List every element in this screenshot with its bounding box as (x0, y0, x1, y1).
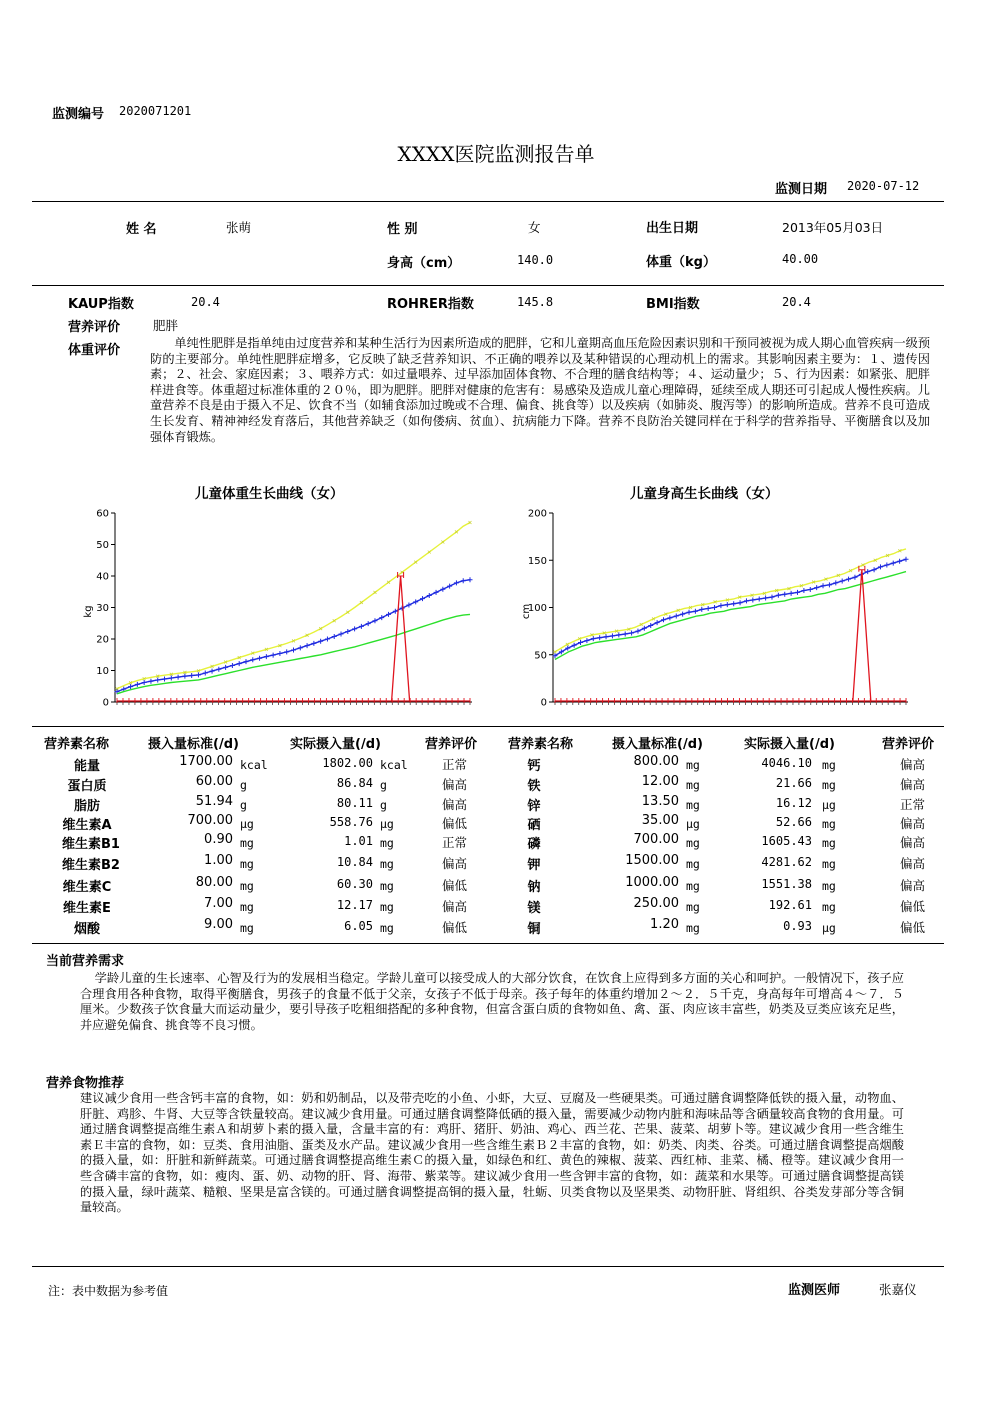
median-point (731, 601, 736, 606)
nutrient-name: 铜 (527, 922, 541, 937)
info-divider (32, 285, 944, 286)
nutrient-standard-unit: g (240, 798, 247, 812)
nutrient-standard: 9.00 (204, 917, 233, 932)
nutrient-name: 维生素C (62, 880, 112, 895)
nutrition-value: 肥胖 (153, 318, 179, 333)
nutrient-standard-unit: mg (686, 836, 700, 850)
nutrient-name: 维生素E (63, 901, 111, 916)
nutrient-standard: 1.00 (204, 853, 233, 868)
report-title: XXXX医院监测报告单 (397, 142, 595, 166)
median-point (738, 600, 743, 605)
median-point (176, 675, 181, 680)
median-point (744, 598, 749, 603)
height-growth-chart (520, 502, 920, 720)
col-header-standard: 摄入量标准(/d) (148, 737, 239, 752)
median-point (763, 596, 768, 601)
current-measurement-marker (392, 576, 410, 701)
monitor-no: 2020071201 (119, 104, 192, 118)
nutrient-actual: 4281.62 (761, 855, 812, 869)
median-point (196, 672, 201, 677)
bmi-label: BMI指数 (646, 297, 700, 312)
date-value: 2020-07-12 (847, 179, 920, 193)
median-point (311, 641, 316, 646)
nutrient-actual: 1605.43 (761, 834, 812, 848)
nutrient-evaluation: 偏低 (900, 899, 926, 914)
median-point (454, 580, 459, 585)
nutrient-evaluation: 偏高 (900, 878, 926, 893)
weight-value: 40.00 (782, 252, 819, 266)
nutrient-name: 维生素A (62, 818, 112, 833)
median-point (189, 673, 194, 678)
median-point (840, 579, 845, 584)
lower-curve (117, 614, 470, 693)
median-point (468, 577, 473, 582)
median-point (884, 562, 889, 567)
median-point (332, 634, 337, 639)
nutrient-standard: 80.00 (195, 875, 233, 890)
nutrient-actual: 80.11 (336, 796, 373, 810)
median-point (447, 584, 452, 589)
median-point (635, 629, 640, 634)
y-axis-label: cm (521, 603, 532, 620)
median-point (661, 617, 666, 622)
nutrient-actual-unit: kcal (380, 758, 408, 772)
col-header-actual: 实际摄入量(/d) (290, 737, 381, 752)
nutrient-actual: 10.84 (336, 855, 373, 869)
name-label: 姓 名 (126, 222, 157, 237)
y-tick-label: 150 (527, 555, 547, 567)
nutrient-name: 烟酸 (73, 922, 100, 937)
nutrient-actual: 192.61 (768, 898, 812, 912)
y-tick-label: 40 (96, 571, 109, 583)
rohrer-label: ROHRER指数 (387, 297, 474, 312)
nutrient-actual: 12.17 (336, 898, 373, 912)
median-point (680, 612, 685, 617)
median-point (162, 677, 167, 682)
nutrient-name: 钾 (527, 858, 541, 873)
nutrient-actual-unit: mg (380, 921, 394, 935)
nutrient-standard: 51.94 (195, 794, 233, 809)
median-point (872, 567, 877, 572)
monitor-no-label: 监测编号 (52, 107, 105, 122)
median-point (616, 632, 621, 637)
nutrient-standard-unit: mg (240, 921, 254, 935)
nutrient-standard-unit: mg (686, 900, 700, 914)
median-point (610, 633, 615, 638)
nutrient-actual: 1802.00 (322, 756, 373, 770)
nutrient-name: 镁 (527, 901, 541, 916)
nutrient-name: 能量 (73, 759, 100, 774)
y-tick-label: 20 (96, 634, 109, 646)
nutrient-actual-unit: mg (380, 857, 394, 871)
median-point (591, 636, 596, 641)
weight-growth-chart (70, 502, 480, 720)
nutrient-standard: 800.00 (633, 754, 679, 769)
nutrient-standard-unit: mg (240, 857, 254, 871)
median-point (852, 575, 857, 580)
bmi-value: 20.4 (782, 295, 811, 309)
nutrient-standard-unit: mg (686, 857, 700, 871)
nutrient-actual-unit: mg (822, 879, 836, 893)
nutrient-actual-unit: mg (822, 900, 836, 914)
median-point (904, 557, 909, 562)
median-point (795, 590, 800, 595)
nutrient-actual: 4046.10 (761, 756, 812, 770)
y-tick-label: 50 (534, 650, 547, 662)
nutrient-evaluation: 正常 (900, 797, 926, 812)
median-point (257, 656, 262, 661)
nutrient-evaluation: 正常 (442, 757, 468, 772)
median-point (776, 593, 781, 598)
nutrient-actual-unit: μg (380, 817, 394, 831)
nutrient-name: 铁 (527, 779, 541, 794)
median-point (712, 605, 717, 610)
nutrient-evaluation: 偏高 (900, 816, 926, 831)
median-point (243, 659, 248, 664)
nutrient-actual: 21.66 (775, 776, 812, 790)
nutrient-actual-unit: mg (380, 900, 394, 914)
nutrient-evaluation: 偏低 (442, 920, 468, 935)
nutrient-evaluation: 偏高 (442, 899, 468, 914)
nutrient-actual: 6.05 (344, 919, 373, 933)
nutrition-label: 营养评价 (68, 320, 121, 335)
nutrient-standard-unit: mg (240, 879, 254, 893)
height-label: 身高（cm） (387, 256, 461, 271)
nutrient-actual-unit: mg (822, 778, 836, 792)
nutrient-standard: 0.90 (204, 832, 233, 847)
y-axis-label: kg (83, 605, 94, 618)
nutrient-name: 钙 (527, 759, 541, 774)
nutrient-evaluation: 偏低 (442, 878, 468, 893)
nutrient-standard: 1500.00 (625, 853, 679, 868)
weight-eval-label: 体重评价 (68, 343, 121, 358)
median-point (597, 635, 602, 640)
birth-label: 出生日期 (646, 221, 699, 236)
median-point (264, 654, 269, 659)
median-point (305, 643, 310, 648)
current-measurement-marker (853, 570, 871, 701)
y-tick-label: 50 (96, 540, 109, 551)
nutrient-evaluation: 偏高 (442, 777, 468, 792)
table-divider (32, 943, 944, 944)
nutrient-actual: 16.12 (775, 796, 812, 810)
chart-divider (32, 726, 944, 727)
gender-value: 女 (528, 220, 541, 235)
median-point (440, 587, 445, 592)
nutrient-name: 磷 (527, 837, 541, 852)
median-point (210, 669, 215, 674)
nutrient-standard-unit: mg (686, 758, 700, 772)
food-rec-title: 营养食物推荐 (46, 1076, 125, 1091)
median-point (372, 618, 377, 623)
median-point (693, 609, 698, 614)
nutrient-actual-unit: μg (822, 921, 836, 935)
median-point (298, 645, 303, 650)
nutrient-name: 蛋白质 (67, 779, 107, 794)
nutrient-actual: 86.84 (336, 776, 373, 790)
nutrient-actual-unit: mg (822, 817, 836, 831)
median-point (789, 591, 794, 596)
median-point (584, 638, 589, 643)
nutrient-name: 硒 (527, 818, 541, 833)
median-point (897, 559, 902, 564)
median-point (406, 602, 411, 607)
nutrient-standard: 250.00 (633, 896, 679, 911)
median-point (757, 596, 762, 601)
median-point (413, 599, 418, 604)
median-point (345, 629, 350, 634)
footer-divider (32, 1266, 944, 1267)
median-point (155, 677, 160, 682)
doctor-label: 监测医师 (788, 1283, 841, 1298)
height-chart-title: 儿童身高生长曲线（女） (630, 486, 779, 502)
median-point (386, 612, 391, 617)
median-point (142, 680, 147, 685)
median-point (148, 679, 153, 684)
median-point (578, 640, 583, 645)
y-tick-label: 30 (96, 603, 109, 614)
median-point (821, 583, 826, 588)
gender-label: 性 别 (387, 222, 418, 237)
nutrient-actual: 0.93 (783, 919, 812, 933)
nutrient-standard-unit: mg (686, 879, 700, 893)
median-point (128, 684, 133, 689)
birth-value: 2013年05月03日 (782, 220, 884, 235)
nutrient-evaluation: 偏高 (900, 835, 926, 850)
median-point (878, 564, 883, 569)
kaup-value: 20.4 (191, 295, 220, 309)
nutrient-name: 维生素B2 (62, 858, 120, 873)
current-needs-text: 学龄儿童的生长速率、心智及行为的发展相当稳定。学龄儿童可以接受成人的大部分饮食，在饮食上应得到多方面的关心和呵护。一般情况下，孩子应合理食用各种食物，取得平衡膳食，男孩子的食量不低于父亲，女孩子不低于母亲。孩子每年的体重约增加２～２．５千克，身高每年可增高４～７．５厘米。少数孩子饮食量大而运动量少，要引导孩子吃粗细搭配的多种食物，但富含蛋白质的食物如鱼、禽、蛋、肉应该丰富些，奶类及豆类应该充足些，并应避免偏食、挑食等不良习惯。 (80, 971, 904, 1032)
nutrient-standard: 1000.00 (625, 875, 679, 890)
nutrient-standard-unit: g (240, 778, 247, 792)
header-divider (32, 201, 944, 202)
nutrient-actual-unit: mg (822, 857, 836, 871)
median-point (769, 595, 774, 600)
nutrient-standard: 35.00 (641, 813, 679, 828)
median-point (400, 606, 405, 611)
kaup-label: KAUP指数 (68, 297, 134, 312)
median-point (182, 674, 187, 679)
doctor-name: 张嘉仪 (879, 1282, 917, 1297)
median-point (352, 626, 357, 631)
name-value: 张萌 (226, 220, 252, 235)
median-point (250, 657, 255, 662)
nutrient-evaluation: 偏高 (900, 856, 926, 871)
y-tick-label: 60 (96, 508, 109, 520)
median-point (284, 649, 289, 654)
median-point (135, 682, 140, 687)
median-point (604, 634, 609, 639)
median-point (725, 602, 730, 607)
nutrient-actual-unit: μg (822, 798, 836, 812)
median-point (318, 639, 323, 644)
nutrient-actual-unit: mg (822, 758, 836, 772)
col-header-actual-right: 实际摄入量(/d) (744, 737, 835, 752)
y-tick-label: 10 (96, 666, 109, 677)
nutrient-actual-unit: g (380, 798, 387, 812)
nutrient-standard-unit: mg (240, 836, 254, 850)
nutrient-standard-unit: mg (240, 900, 254, 914)
y-tick-label: 100 (527, 603, 547, 614)
col-header-name-right: 营养素名称 (508, 737, 574, 752)
nutrient-standard-unit: mg (686, 921, 700, 935)
nutrient-actual-unit: mg (380, 879, 394, 893)
nutrient-actual: 52.66 (775, 815, 812, 829)
nutrient-name: 脂肪 (73, 799, 100, 814)
nutrient-actual: 60.30 (336, 877, 373, 891)
median-point (623, 631, 628, 636)
weight-label: 体重（kg） (646, 255, 716, 270)
nutrient-actual: 1.01 (344, 834, 373, 848)
nutrient-standard-unit: mg (686, 778, 700, 792)
y-tick-label: 200 (527, 508, 547, 520)
median-point (674, 614, 679, 619)
median-point (814, 585, 819, 590)
median-point (706, 606, 711, 611)
food-rec-text: 建议减少食用一些含钙丰富的食物，如：奶和奶制品，以及带壳吃的小鱼、小虾，大豆、豆腐及一些硬果类。可通过膳食调整降低铁的摄入量，动物血、肝脏、鸡胗、牛肾、大豆等含铁量较高。建议减少食用量。可通过膳食调整降低硒的摄入量，需要减少动物内脏和海味品等含硒量较高食物的食用量。可通过膳食调整提高维生素Ａ和胡萝卜素的摄入量，含量丰富的有：鸡肝、猪肝、奶油、鸡心、西兰花、芒果、菠菜、胡萝卜等。建议减少食用一些含维生素Ｅ丰富的食物，如：豆类、食用油脂、蛋类及水产品。建议减少食用一些含维生素Ｂ２丰富的食物，如：奶类、肉类、谷类。可通过膳食调整提高烟酸的摄入量，如：肝脏和新鲜蔬菜。可通过膳食调整提高维生素Ｃ的摄入量，如绿色和红、黄色的辣椒、菠菜、西红柿、韭菜、橘、橙等。建议减少食用一些含磷丰富的食物，如：瘦肉、蛋、奶、动物的肝、肾、海带、紫菜等。建议减少食用一些含钾丰富的食物，如：蔬菜和水果等。可通过膳食调整提高镁的摄入量，绿叶蔬菜、糙粮、坚果是富含镁的。可通过膳食调整提高铜的摄入量，牡蛎、贝类食物以及坚果类、动物肝脏、肾组织、谷类发芽部分等含铜量较高。 (80, 1091, 904, 1215)
median-point (782, 592, 787, 597)
y-tick-label: 0 (102, 697, 109, 709)
median-point (750, 597, 755, 602)
date-label: 监测日期 (775, 182, 828, 197)
nutrient-standard: 1.20 (650, 917, 679, 932)
median-point (642, 626, 647, 631)
nutrient-standard: 7.00 (204, 896, 233, 911)
nutrient-standard-unit: μg (240, 817, 254, 831)
median-point (667, 615, 672, 620)
nutrient-evaluation: 偏低 (900, 920, 926, 935)
nutrient-name: 维生素B1 (62, 837, 120, 852)
median-point (169, 676, 174, 681)
weight-eval-text: 单纯性肥胖是指单纯由过度营养和某种生活行为因素所造成的肥胖，它和儿童期高血压危险因素识别和干预同被视为成人期心血管疾病一级预防的主要部分。单纯性肥胖症增多，它反映了缺乏营养知识、不正确的喂养以及某种错误的心理动机上的需求。其影响因素主要为：１、遗传因素；２、社会、家庭因素；３、喂养方式：如过量喂养、过早添加固体食物、不合理的膳食结构等；４、运动量少；５、行为因素：如紧张、肥胖样进食等。体重超过标准体重的２０％，即为肥胖。肥胖对健康的危害有：易感染及造成儿童心理障碍，延续至成人期还可引起成人慢性疾病。儿童营养不良是由于摄入不足、饮食不当（如辅食添加过晚或不合理、偏食、挑食等）以及疾病（如肺炎、腹泻等）的影响所造成。营养不良可造成生长发育、精神神经发育落后，其他营养缺乏（如佝偻病、贫血）、抗病能力下降。营养不良防治关键同样在于科学的营养指导、平衡膳食以及加强体育锻炼。 (150, 336, 931, 444)
current-needs-title: 当前营养需求 (46, 954, 125, 969)
median-point (366, 621, 371, 626)
median-point (865, 569, 870, 574)
median-point (699, 607, 704, 612)
median-point (216, 667, 221, 672)
median-point (891, 561, 896, 566)
nutrient-name: 钠 (527, 880, 541, 895)
nutrient-standard: 1700.00 (179, 754, 233, 769)
col-header-standard-right: 摄入量标准(/d) (612, 737, 703, 752)
col-header-evaluation: 营养评价 (425, 737, 478, 752)
median-point (325, 637, 330, 642)
median-point (339, 631, 344, 636)
median-point (230, 663, 235, 668)
median-point (223, 665, 228, 670)
median-point (629, 631, 634, 636)
height-value: 140.0 (517, 253, 554, 267)
median-point (833, 580, 838, 585)
median-point (379, 615, 384, 620)
nutrient-actual: 1551.38 (761, 877, 812, 891)
nutrient-standard-unit: μg (686, 817, 700, 831)
lower-curve (555, 572, 906, 660)
nutrient-standard-unit: kcal (240, 758, 268, 772)
nutrient-evaluation: 偏高 (442, 856, 468, 871)
median-point (808, 587, 813, 592)
rohrer-value: 145.8 (517, 295, 554, 309)
median-point (203, 671, 208, 676)
median-point (801, 588, 806, 593)
nutrient-actual: 558.76 (329, 815, 373, 829)
median-point (427, 593, 432, 598)
nutrient-actual-unit: mg (380, 836, 394, 850)
median-point (237, 661, 242, 666)
nutrient-evaluation: 偏低 (442, 816, 468, 831)
median-point (718, 603, 723, 608)
nutrient-actual-unit: mg (822, 836, 836, 850)
median-point (655, 620, 660, 625)
median-point (434, 590, 439, 595)
nutrient-standard-unit: mg (686, 798, 700, 812)
median-point (572, 643, 577, 648)
median-point (687, 610, 692, 615)
median-point (359, 624, 364, 629)
col-header-name: 营养素名称 (44, 737, 110, 752)
median-point (846, 577, 851, 582)
nutrient-standard: 60.00 (195, 774, 233, 789)
nutrient-standard: 700.00 (187, 813, 233, 828)
nutrient-standard: 700.00 (633, 832, 679, 847)
median-point (827, 582, 832, 587)
nutrient-evaluation: 偏高 (900, 757, 926, 772)
median-point (271, 653, 276, 658)
nutrient-evaluation: 正常 (442, 835, 468, 850)
median-point (393, 609, 398, 614)
nutrient-name: 锌 (527, 799, 541, 814)
median-point (648, 623, 653, 628)
footer-note: 注：表中数据为参考值 (48, 1284, 169, 1298)
median-point (420, 596, 425, 601)
y-tick-label: 0 (540, 697, 547, 709)
nutrient-standard: 12.00 (641, 774, 679, 789)
median-point (461, 578, 466, 583)
median-point (291, 648, 296, 653)
nutrient-standard: 13.50 (641, 794, 679, 809)
upper-curve (117, 523, 470, 689)
nutrient-actual-unit: g (380, 778, 387, 792)
weight-chart-title: 儿童体重生长曲线（女） (195, 486, 344, 502)
median-point (277, 651, 282, 656)
nutrient-evaluation: 偏高 (900, 777, 926, 792)
col-header-evaluation-right: 营养评价 (882, 737, 935, 752)
nutrient-evaluation: 偏高 (442, 797, 468, 812)
